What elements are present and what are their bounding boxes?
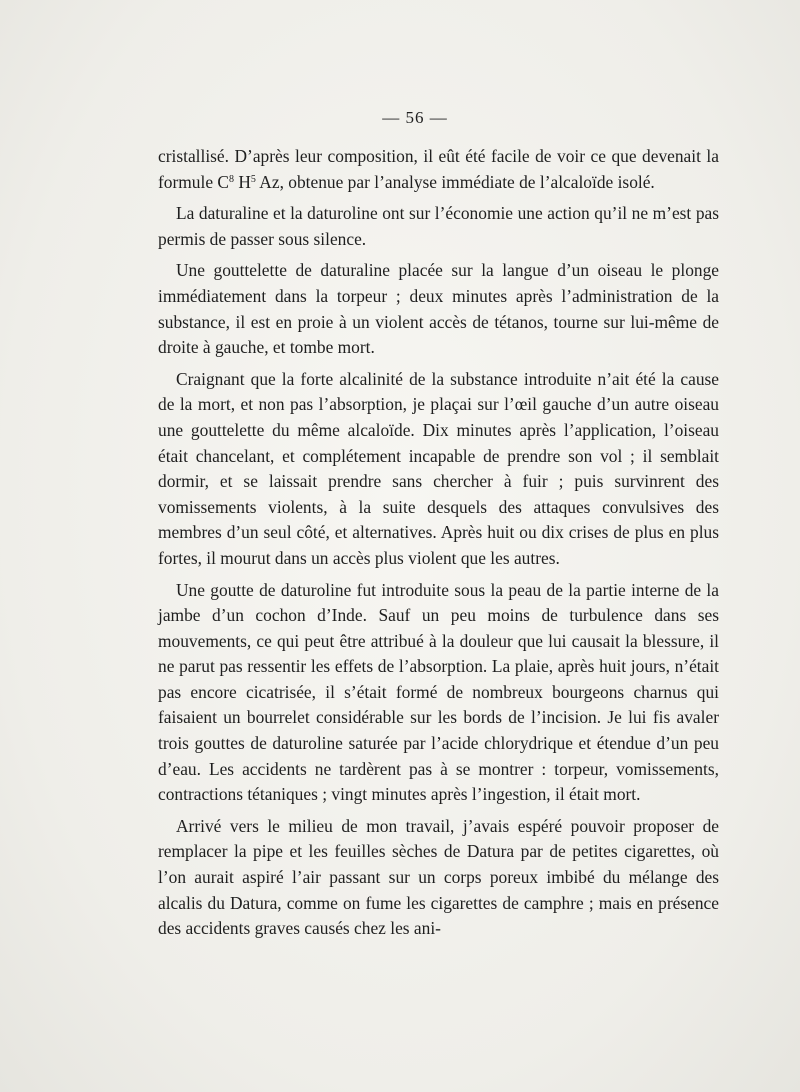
body-text xyxy=(158,144,719,948)
page-number: — 56 — xyxy=(382,108,448,127)
paragraph-continuation xyxy=(158,144,719,195)
paragraph: La daturaline et la daturoline ont sur l’économie une action qu’il ne m’est pas permis de passer sous silence. xyxy=(158,203,719,249)
text-run: Az, obtenue par l’analyse immédiate de l’alcaloïde isolé. xyxy=(255,171,655,192)
text-run: H xyxy=(234,171,251,192)
paragraph: Une goutte de daturoline fut introduite sous la peau de la partie interne de la jambe d’un cochon d’Inde. Sauf un peu moins de turbulence dans ses mouvements, ce qui peut être attribué à la douleur que lui causait la blessure, il ne parut pas ressentir les effets de l’absorption. La plaie, après huit jours, n’était pas encore cicatrisée, il s’était formé de nombreux bourgeons charnus qui faisaient un bourrelet considérable sur les bords de l’incision. Je lui fis avaler trois gouttes de daturoline saturée par l’acide chlorydrique et étendue d’un peu d’eau. Les accidents ne tardèrent pas à se montrer : torpeur, vomissements, contractions tétaniques ; vingt minutes après l’ingestion, il était mort. xyxy=(158,579,719,805)
superscript: 5 xyxy=(250,173,256,185)
paragraph: Craignant que la forte alcalinité de la substance introduite n’ait été la cause de la mort, et non pas l’absorption, je plaçai sur l’œil gauche d’un autre oiseau une gouttelette du même alcaloïde. Dix minutes après l’application, l’oiseau était chancelant, et complétement incapable de prendre son vol ; il semblait dormir, et se laissait prendre sans chercher à fuir ; puis survinrent des vomissements violents, à la suite desquels des attaques convulsives des membres d’un seul côté, et alternatives. Après huit ou dix crises de plus en plus fortes, il mourut dans un accès plus violent que les autres. xyxy=(158,368,719,568)
superscript: 8 xyxy=(229,173,234,185)
paragraph: Arrivé vers le milieu de mon travail, j’avais espéré pouvoir proposer de remplacer la pipe et les feuilles sèches de Datura par de petites cigarettes, où l’on aurait aspiré l’air passant sur un corps poreux imbibé du mélange des alcalis du Datura, comme on fume les cigarettes de camphre ; mais en présence des accidents graves causés chez les ani- xyxy=(158,815,719,939)
text-run: cristallisé. D’après leur composition, il eût été facile de voir ce que devenait la formule C xyxy=(158,146,719,192)
paragraph: Une gouttelette de daturaline placée sur la langue d’un oiseau le plonge immédiatement dans la torpeur ; deux minutes après l’administration de la substance, il est en proie à un violent accès de tétanos, tourne sur lui-même de droite à gauche, et tombe mort. xyxy=(158,260,719,358)
